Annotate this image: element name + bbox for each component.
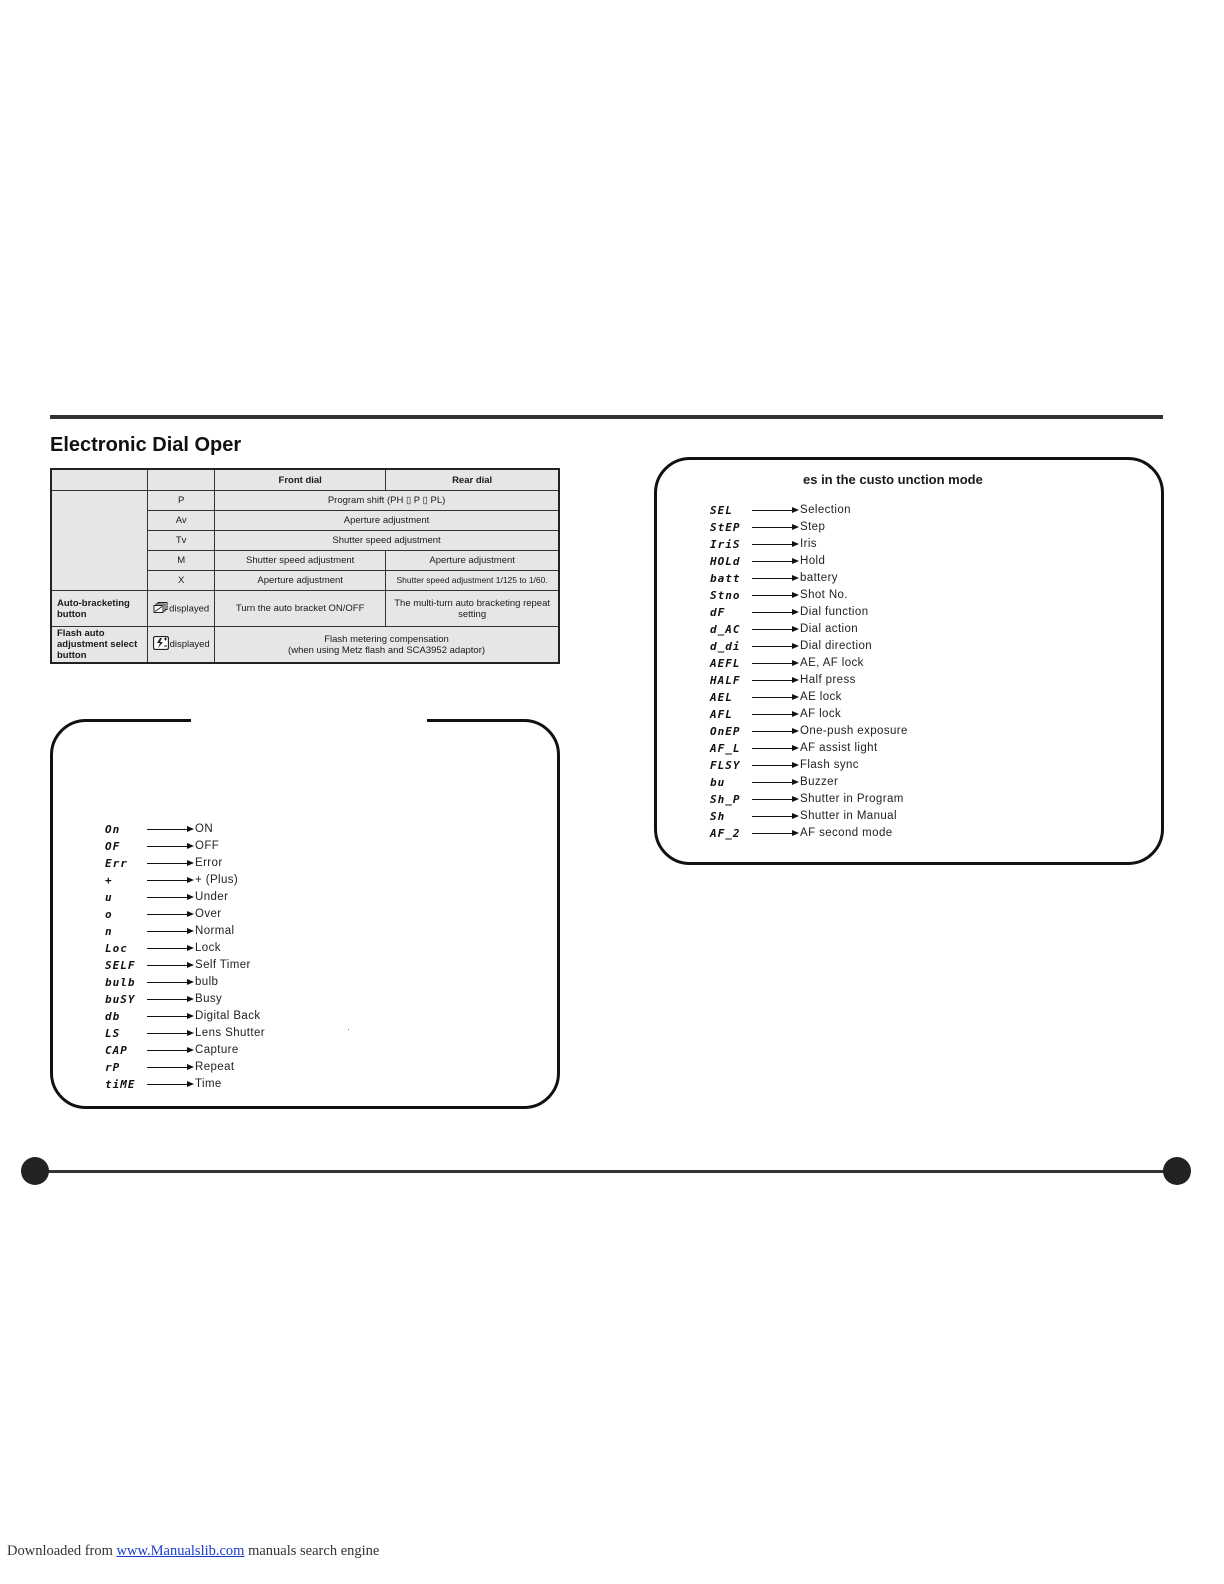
arrow-right-icon: [752, 561, 793, 562]
code-meaning: + (Plus): [195, 874, 239, 886]
code-meaning: AF second mode: [800, 827, 893, 839]
code-meaning: One-push exposure: [800, 725, 908, 737]
lcd-code: rP: [105, 1061, 121, 1074]
code-meaning: Step: [800, 521, 826, 533]
code-meaning: OFF: [195, 840, 220, 852]
code-meaning: Hold: [800, 555, 826, 567]
page-marker-right: [1163, 1157, 1191, 1185]
arrow-right-icon: [147, 931, 188, 932]
arrow-right-icon: [752, 646, 793, 647]
code-meaning: Under: [195, 891, 229, 903]
arrow-right-icon: [752, 680, 793, 681]
arrow-right-icon: [752, 731, 793, 732]
arrow-right-icon: [147, 1050, 188, 1051]
speck: [348, 1029, 349, 1030]
code-meaning: Busy: [195, 993, 223, 1005]
lcd-code: bu: [710, 776, 726, 789]
arrow-right-icon: [752, 799, 793, 800]
header-rear-dial: Rear dial: [386, 469, 559, 491]
rear-dial-cell: The multi-turn auto bracketing repeat setting: [386, 591, 559, 627]
arrow-right-icon: [752, 833, 793, 834]
lcd-code: db: [105, 1010, 121, 1023]
arrow-right-icon: [147, 880, 188, 881]
arrow-right-icon: [147, 999, 188, 1000]
code-meaning: Flash sync: [800, 759, 859, 771]
code-meaning: Repeat: [195, 1061, 235, 1073]
code-meaning: Capture: [195, 1044, 239, 1056]
footer-suffix: manuals search engine: [244, 1543, 380, 1559]
lcd-code: buSY: [105, 993, 136, 1006]
code-meaning: Shutter in Program: [800, 793, 904, 805]
lcd-code: AEFL: [710, 657, 741, 670]
arrow-right-icon: [147, 965, 188, 966]
arrow-right-icon: [147, 863, 188, 864]
both-dials-cell: Program shift (PH ▯ P ▯ PL): [215, 491, 559, 511]
rear-dial-cell: Aperture adjustment: [386, 551, 559, 571]
arrow-right-icon: [147, 1067, 188, 1068]
lcd-code: d_di: [710, 640, 741, 653]
code-meaning: Shot No.: [800, 589, 848, 601]
arrow-right-icon: [147, 1016, 188, 1017]
custom-function-panel: [654, 457, 1164, 865]
footer-prefix: Downloaded from: [7, 1543, 117, 1559]
code-meaning: Digital Back: [195, 1010, 261, 1022]
code-meaning: bulb: [195, 976, 219, 988]
arrow-right-icon: [147, 914, 188, 915]
lcd-code: Stno: [710, 589, 741, 602]
arrow-right-icon: [147, 982, 188, 983]
code-meaning: Error: [195, 857, 223, 869]
both-dials-cell: Aperture adjustment: [215, 511, 559, 531]
arrow-right-icon: [752, 765, 793, 766]
arrow-right-icon: [752, 697, 793, 698]
dial-operation-table: [50, 468, 560, 664]
flash-compensation-text: Flash metering compensation: [324, 633, 449, 645]
lcd-code: u: [105, 891, 113, 904]
custom-function-title: es in the custo unction mode: [803, 472, 983, 487]
lcd-code: FLSY: [710, 759, 741, 772]
lcd-code: StEP: [710, 521, 741, 534]
mode-group-cell: [51, 491, 148, 591]
code-meaning: AE, AF lock: [800, 657, 864, 669]
code-meaning: Buzzer: [800, 776, 839, 788]
lcd-code: Sh_P: [710, 793, 741, 806]
code-meaning: ON: [195, 823, 214, 835]
code-meaning: Iris: [800, 538, 817, 550]
lcd-code: AFL: [710, 708, 733, 721]
top-rule: [50, 415, 1163, 419]
bottom-rule: [35, 1170, 1177, 1173]
mode-cell: P: [148, 491, 215, 511]
arrow-right-icon: [752, 816, 793, 817]
both-dials-cell: [215, 627, 559, 664]
lcd-code: +: [105, 874, 113, 887]
both-dials-cell: Shutter speed adjustment: [215, 531, 559, 551]
front-dial-cell: Aperture adjustment: [215, 571, 386, 591]
table-row: [51, 491, 559, 511]
code-meaning: AF assist light: [800, 742, 878, 754]
flash-compensation-icon: [153, 636, 169, 653]
code-meaning: AF lock: [800, 708, 842, 720]
arrow-right-icon: [147, 1084, 188, 1085]
arrow-right-icon: [147, 846, 188, 847]
rear-dial-cell: Shutter speed adjustment 1/125 to 1/60.: [386, 571, 559, 591]
code-meaning: Dial function: [800, 606, 869, 618]
lcd-code: Loc: [105, 942, 128, 955]
arrow-right-icon: [752, 782, 793, 783]
arrow-right-icon: [752, 748, 793, 749]
lcd-code: IriS: [710, 538, 741, 551]
flash-condition-cell: [148, 627, 215, 664]
mode-cell: Av: [148, 511, 215, 531]
bracketing-condition: displayed: [169, 603, 210, 615]
flash-button-label: Flash auto adjustment select button: [51, 627, 148, 664]
bracket-icon: [153, 602, 168, 616]
code-meaning: AE lock: [800, 691, 842, 703]
code-meaning: Lens Shutter: [195, 1027, 266, 1039]
lcd-code: HOLd: [710, 555, 741, 568]
header-front-dial: Front dial: [215, 469, 386, 491]
arrow-right-icon: [752, 612, 793, 613]
lcd-code: On: [105, 823, 121, 836]
bracketing-button-label: Auto-bracketing button: [51, 591, 148, 627]
lcd-code: CAP: [105, 1044, 128, 1057]
page-marker-left: [21, 1157, 49, 1185]
lcd-code: Err: [105, 857, 128, 870]
header-blank-cell: [51, 469, 148, 491]
code-meaning: Normal: [195, 925, 235, 937]
lcd-code: AF_L: [710, 742, 741, 755]
code-meaning: Half press: [800, 674, 856, 686]
panel-title-gap: [191, 717, 427, 725]
mode-cell: Tv: [148, 531, 215, 551]
footer: [7, 1543, 379, 1560]
lcd-code: tiME: [105, 1078, 136, 1091]
lcd-code: AF_2: [710, 827, 741, 840]
code-meaning: Lock: [195, 942, 221, 954]
mode-cell: M: [148, 551, 215, 571]
code-meaning: Over: [195, 908, 222, 920]
arrow-right-icon: [752, 629, 793, 630]
arrow-right-icon: [752, 544, 793, 545]
table-header-row: [51, 469, 559, 491]
flash-condition: displayed: [169, 639, 210, 651]
lcd-code: d_AC: [710, 623, 741, 636]
code-meaning: Self Timer: [195, 959, 251, 971]
page-title: Electronic Dial Oper: [50, 434, 242, 456]
arrow-right-icon: [147, 1033, 188, 1034]
table-row: [51, 627, 559, 664]
bracketing-condition-cell: [148, 591, 215, 627]
arrow-right-icon: [147, 829, 188, 830]
lcd-code: batt: [710, 572, 741, 585]
header-sub-blank-cell: [148, 469, 215, 491]
arrow-right-icon: [752, 714, 793, 715]
arrow-right-icon: [147, 897, 188, 898]
lcd-code: o: [105, 908, 113, 921]
arrow-right-icon: [752, 663, 793, 664]
code-meaning: Dial action: [800, 623, 859, 635]
lcd-code: Sh: [710, 810, 726, 823]
arrow-right-icon: [147, 948, 188, 949]
front-dial-cell: Shutter speed adjustment: [215, 551, 386, 571]
lcd-code: HALF: [710, 674, 741, 687]
code-meaning: battery: [800, 572, 838, 584]
mode-cell: X: [148, 571, 215, 591]
code-meaning: Dial direction: [800, 640, 873, 652]
lcd-code: OF: [105, 840, 121, 853]
code-meaning: Selection: [800, 504, 851, 516]
arrow-right-icon: [752, 510, 793, 511]
arrow-right-icon: [752, 595, 793, 596]
code-meaning: Time: [195, 1078, 222, 1090]
arrow-right-icon: [752, 578, 793, 579]
lcd-code: n: [105, 925, 113, 938]
lcd-code: dF: [710, 606, 726, 619]
lcd-code: OnEP: [710, 725, 741, 738]
front-dial-cell: Turn the auto bracket ON/OFF: [215, 591, 386, 627]
flash-compensation-note: (when using Metz flash and SCA3952 adaptor): [288, 644, 486, 656]
lcd-code: bulb: [105, 976, 136, 989]
lcd-code: SEL: [710, 504, 733, 517]
arrow-right-icon: [752, 527, 793, 528]
lcd-code: LS: [105, 1027, 121, 1040]
lcd-code: SELF: [105, 959, 136, 972]
lcd-code: AEL: [710, 691, 733, 704]
manualslib-link[interactable]: www.Manualslib.com: [116, 1543, 245, 1559]
code-meaning: Shutter in Manual: [800, 810, 897, 822]
table-row: [51, 591, 559, 627]
display-codes-panel: [50, 719, 560, 1109]
